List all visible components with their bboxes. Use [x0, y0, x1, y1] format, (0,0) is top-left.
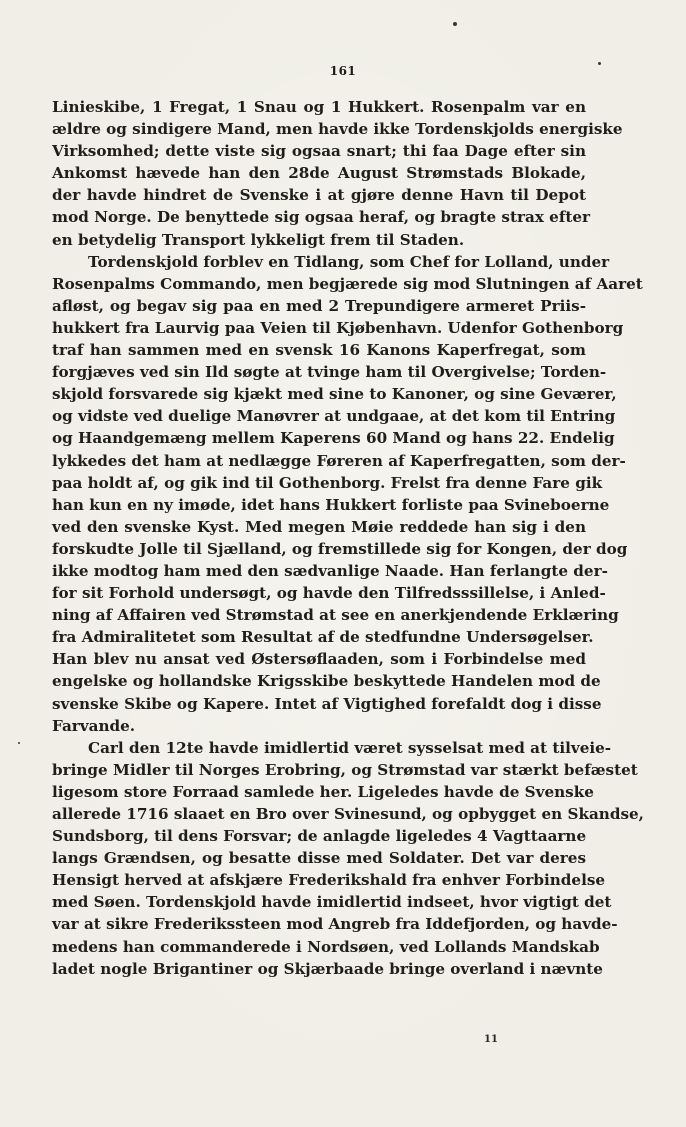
text-line: forgjæves ved sin Ild søgte at tvinge ham til Overgivelse; Torden-	[52, 363, 607, 382]
text-line: ladet nogle Brigantiner og Skjærbaade bringe overland i nævnte	[52, 959, 603, 978]
text-line: lykkedes det ham at nedlægge Føreren af Kaperfregatten, som der-	[52, 451, 626, 470]
text-line: Carl den 12te havde imidlertid været sysselsat med at tilveie-	[88, 738, 612, 757]
text-line: fra Admiralitetet som Resultat af de stedfundne Undersøgelser.	[52, 628, 594, 647]
text-line: ved den svenske Kyst. Med megen Møie reddede han sig i den	[52, 517, 586, 536]
text-line: og Haandgemæng mellem Kaperens 60 Mand og hans 22. Endelig	[52, 429, 615, 448]
ink-speck	[18, 742, 20, 744]
text-line: ikke modtog ham med den sædvanlige Naade. Han ferlangte der-	[52, 561, 608, 580]
text-line: ning af Affairen ved Strømstad at see en anerkjendende Erklæring	[52, 606, 619, 625]
text-line: forskudte Jolle til Sjælland, og fremstillede sig for Kongen, der dog	[52, 539, 628, 558]
text-line: afløst, og begav sig paa en med 2 Trepundigere armeret Priis-	[52, 296, 586, 315]
text-line: og vidste ved duelige Manøvrer at undgaae, at det kom til Entring	[52, 407, 616, 426]
text-line: Ankomst hævede han den 28de August Strømstads Blokade,	[52, 164, 586, 183]
text-line: engelske og hollandske Krigsskibe beskyttede Handelen mod de	[52, 672, 601, 691]
text-line: en betydelig Transport lykkeligt frem til Staden.	[52, 230, 465, 249]
text-line: Tordenskjold forblev en Tidlang, som Chef for Lolland, under	[88, 252, 610, 271]
text-line: paa holdt af, og gik ind til Gothenborg. Frelst fra denne Fare gik	[52, 473, 603, 492]
text-line: skjold forsvarede sig kjækt med sine to Kanoner, og sine Geværer,	[52, 385, 617, 404]
text-line: med Søen. Tordenskjold havde imidlertid indseet, hvor vigtigt det	[52, 893, 612, 912]
text-line: mod Norge. De benyttede sig ogsaa heraf, og bragte strax efter	[52, 208, 591, 227]
text-line: der havde hindret de Svenske i at gjøre denne Havn til Depot	[52, 186, 586, 205]
text-line: traf han sammen med en svensk 16 Kanons Kaperfregat, som	[52, 341, 586, 360]
body-text	[52, 96, 644, 980]
text-line: for sit Forhold undersøgt, og havde den Tilfredsssillelse, i Anled-	[52, 584, 606, 603]
text-line: Farvande.	[52, 716, 136, 735]
text-line: ligesom store Forraad samlede her. Ligeledes havde de Svenske	[52, 782, 594, 801]
text-line: han kun en ny imøde, idet hans Hukkert forliste paa Svineboerne	[52, 495, 610, 514]
ink-speck	[598, 62, 601, 65]
text-line: svenske Skibe og Kapere. Intet af Vigtighed forefaldt dog i disse	[52, 694, 602, 713]
text-line: Hensigt herved at afskjære Frederikshald fra enhver Forbindelse	[52, 871, 606, 890]
text-line: ældre og sindigere Mand, men havde ikke Tordenskjolds energiske	[52, 120, 623, 139]
ink-speck	[453, 22, 457, 26]
text-line: Rosenpalms Commando, men begjærede sig mod Slutningen af Aaret	[52, 274, 643, 293]
text-line: Sundsborg, til dens Forsvar; de anlagde ligeledes 4 Vagttaarne	[52, 827, 587, 846]
text-line: var at sikre Frederikssteen mod Angreb fra Iddefjorden, og havde-	[52, 915, 618, 934]
page-number: 161	[329, 64, 357, 78]
text-line: allerede 1716 slaaet en Bro over Svinesund, og opbygget en Skandse,	[52, 805, 644, 823]
text-line: hukkert fra Laurvig paa Veien til Kjøbenhavn. Udenfor Gothenborg	[52, 318, 624, 337]
text-line: bringe Midler til Norges Erobring, og Strømstad var stærkt befæstet	[52, 760, 638, 779]
text-line: medens han commanderede i Nordsøen, ved Lollands Mandskab	[52, 937, 600, 956]
text-line: Virksomhed; dette viste sig ogsaa snart; thi faa Dage efter sin	[52, 142, 586, 161]
text-line: Han blev nu ansat ved Østersøflaaden, som i Forbindelse med	[52, 650, 586, 669]
signature-mark: 11	[484, 1034, 498, 1045]
text-line: Linieskibe, 1 Fregat, 1 Snau og 1 Hukkert. Rosenpalm var en	[52, 98, 586, 116]
text-line: langs Grændsen, og besatte disse med Soldater. Det var deres	[52, 849, 586, 868]
